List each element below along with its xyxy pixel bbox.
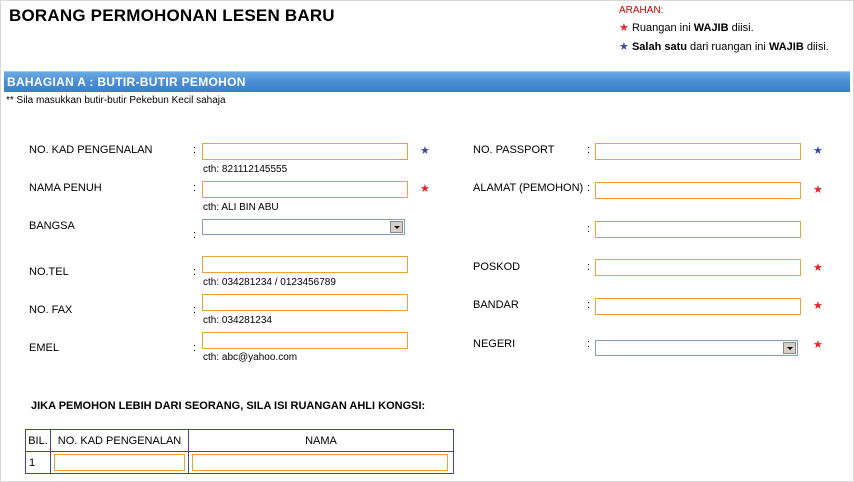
ic-colon: : bbox=[193, 144, 197, 156]
city-input[interactable] bbox=[595, 298, 801, 315]
section-subtitle: ** Sila masukkan butir-butir Pekebun Kecil sahaja bbox=[6, 95, 226, 106]
name-input[interactable] bbox=[202, 181, 408, 198]
tel-colon: : bbox=[193, 266, 197, 278]
ic-input[interactable] bbox=[202, 143, 408, 160]
tel-input[interactable] bbox=[202, 256, 408, 273]
tel-hint: cth: 034281234 / 0123456789 bbox=[203, 277, 336, 288]
city-label: BANDAR bbox=[473, 299, 519, 311]
passport-input[interactable] bbox=[595, 143, 801, 160]
col-bil: BIL. bbox=[26, 430, 51, 452]
required-star-icon: ★ bbox=[813, 262, 823, 274]
section-banner bbox=[4, 71, 850, 92]
arahan-label: ARAHAN: bbox=[619, 5, 664, 16]
chevron-down-icon[interactable] bbox=[783, 342, 796, 354]
either-star-icon: ★ bbox=[619, 41, 629, 53]
ic-label: NO. KAD PENGENALAN bbox=[29, 144, 153, 156]
section-title: BAHAGIAN A : BUTIR-BUTIR PEMOHON bbox=[7, 75, 246, 89]
email-input[interactable] bbox=[202, 332, 408, 349]
required-star-icon: ★ bbox=[813, 339, 823, 351]
table-row bbox=[26, 452, 454, 474]
fax-input[interactable] bbox=[202, 294, 408, 311]
state-label: NEGERI bbox=[473, 338, 516, 350]
tel-label: NO.TEL bbox=[29, 266, 69, 278]
name-hint: cth: ALI BIN ABU bbox=[203, 202, 279, 213]
address-colon: : bbox=[587, 182, 591, 194]
chevron-down-icon[interactable] bbox=[390, 221, 403, 233]
either-star-icon: ★ bbox=[420, 145, 430, 157]
race-label: BANGSA bbox=[29, 220, 75, 232]
col-nama: NAMA bbox=[189, 430, 454, 452]
table-header-row bbox=[26, 430, 454, 452]
state-select[interactable] bbox=[595, 340, 798, 356]
note-either: ★ Salah satu dari ruangan ini WAJIB diisi. bbox=[619, 41, 829, 53]
name-label: NAMA PENUH bbox=[29, 182, 102, 194]
fax-hint: cth: 034281234 bbox=[203, 315, 272, 326]
postcode-colon: : bbox=[587, 261, 591, 273]
race-colon: : bbox=[193, 229, 197, 241]
email-colon: : bbox=[193, 342, 197, 354]
kongsi-table bbox=[25, 429, 454, 474]
postcode-label: POSKOD bbox=[473, 261, 521, 273]
row-no: 1 bbox=[26, 452, 51, 474]
either-star-icon: ★ bbox=[813, 145, 823, 157]
row-ic-input[interactable] bbox=[54, 454, 185, 471]
address-input-2[interactable] bbox=[595, 221, 801, 238]
email-label: EMEL bbox=[29, 342, 59, 354]
name-colon: : bbox=[193, 182, 197, 194]
passport-colon: : bbox=[587, 144, 591, 156]
note-required: ★ Ruangan ini WAJIB diisi. bbox=[619, 22, 754, 34]
postcode-input[interactable] bbox=[595, 259, 801, 276]
fax-label: NO. FAX bbox=[29, 304, 73, 316]
required-star-icon: ★ bbox=[420, 183, 430, 195]
address-label: ALAMAT (PEMOHON) bbox=[473, 182, 584, 194]
required-star-icon: ★ bbox=[619, 22, 629, 34]
required-star-icon: ★ bbox=[813, 184, 823, 196]
email-hint: cth: abc@yahoo.com bbox=[203, 352, 298, 363]
state-colon: : bbox=[587, 338, 591, 350]
address2-colon: : bbox=[587, 223, 591, 235]
address-input-1[interactable] bbox=[595, 182, 801, 199]
required-star-icon: ★ bbox=[813, 300, 823, 312]
page-title: BORANG PERMOHONAN LESEN BARU bbox=[9, 6, 335, 25]
fax-colon: : bbox=[193, 304, 197, 316]
passport-label: NO. PASSPORT bbox=[473, 144, 555, 156]
row-name-input[interactable] bbox=[192, 454, 448, 471]
ic-hint: cth: 821112145555 bbox=[203, 164, 288, 175]
race-select[interactable] bbox=[202, 219, 405, 235]
col-ic: NO. KAD PENGENALAN bbox=[51, 430, 189, 452]
city-colon: : bbox=[587, 299, 591, 311]
kongsi-heading: JIKA PEMOHON LEBIH DARI SEORANG, SILA ISI RUANGAN AHLI KONGSI: bbox=[31, 400, 426, 412]
